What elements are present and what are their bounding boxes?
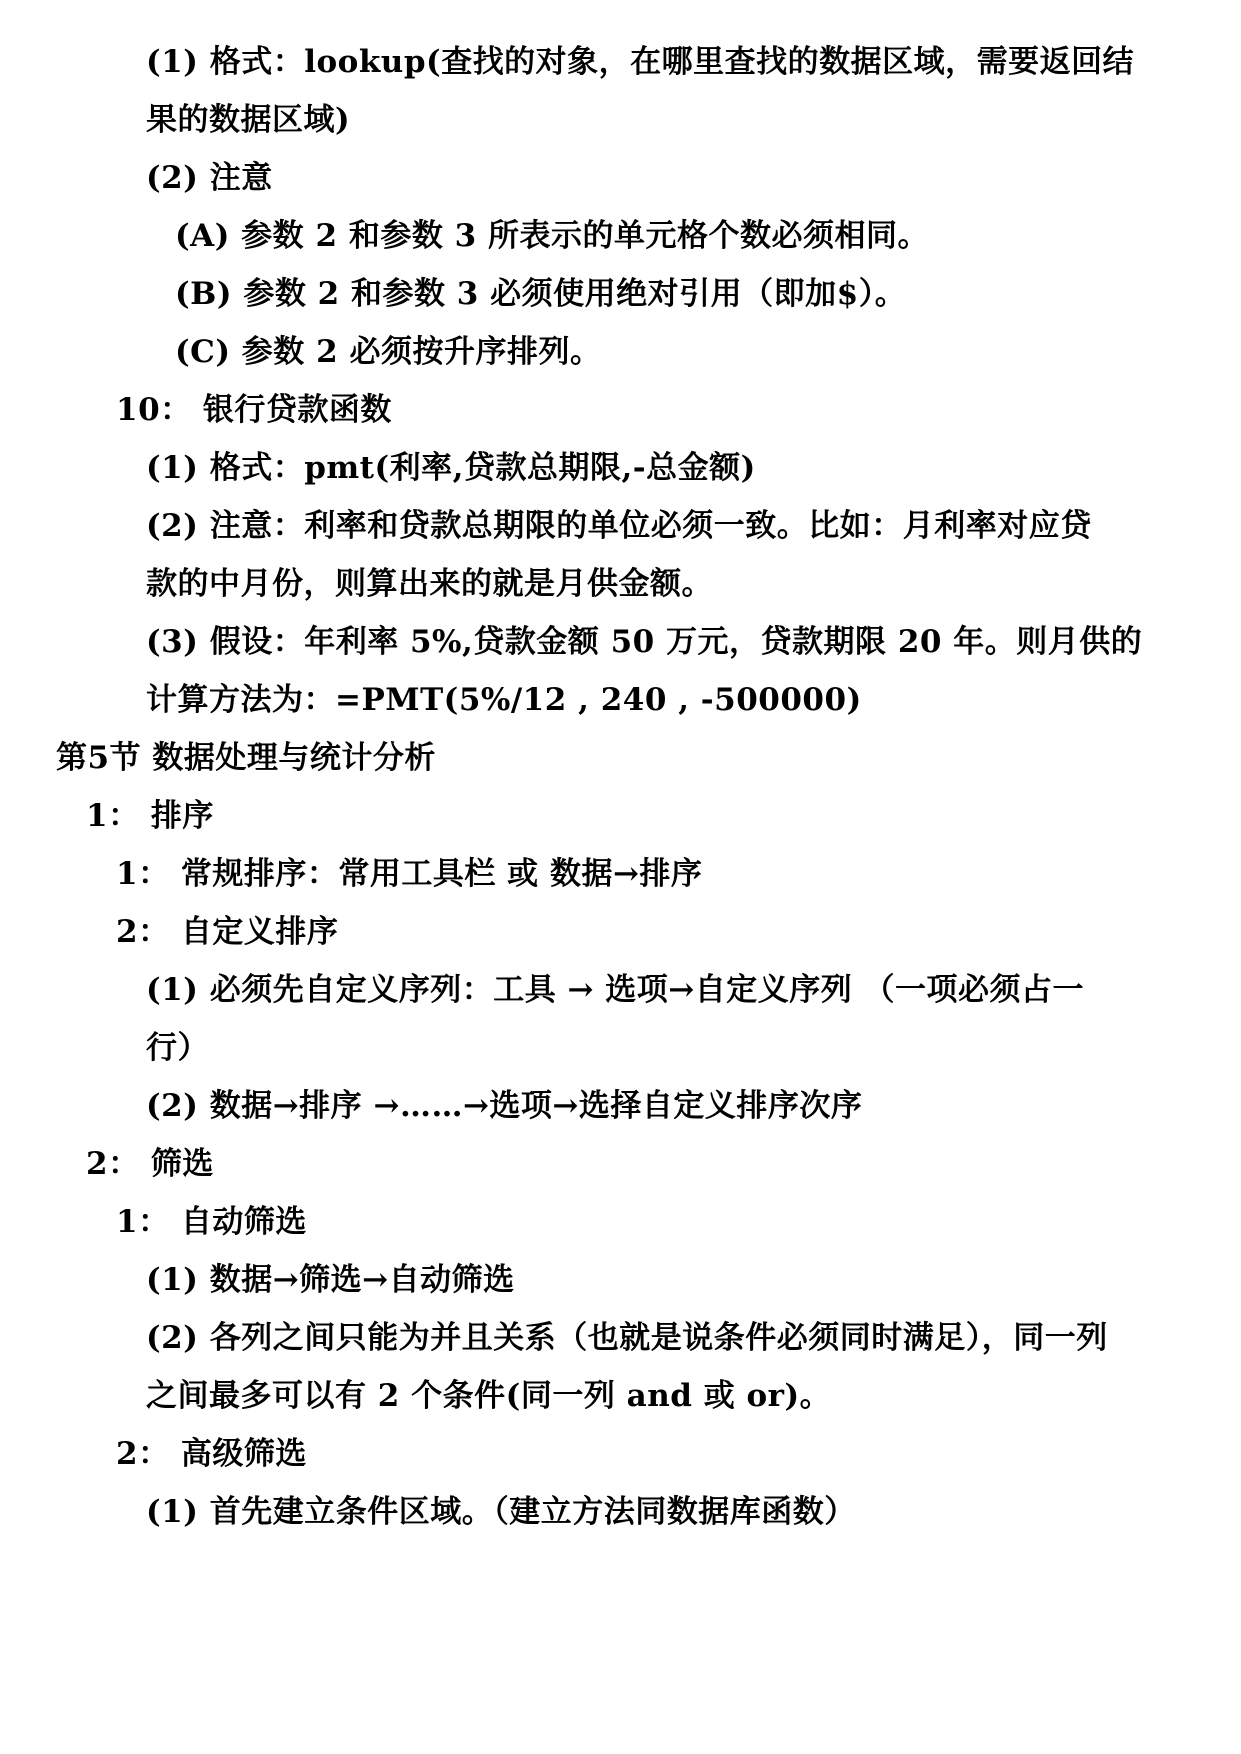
- chapter-heading: 第5节 数据处理与统计分析: [56, 740, 436, 776]
- subsection-heading: 2： 高级筛选: [116, 1436, 307, 1472]
- text-line: (2) 注意：利率和贷款总期限的单位必须一致。比如：月利率对应贷: [146, 508, 1092, 544]
- text-line: (B) 参数 2 和参数 3 必须使用绝对引用（即加$）。: [175, 276, 907, 312]
- text-line: (3) 假设：年利率 5%,贷款金额 50 万元，贷款期限 20 年。则月供的: [146, 624, 1143, 660]
- text-line: (2) 各列之间只能为并且关系（也就是说条件必须同时满足），同一列: [146, 1320, 1108, 1356]
- subsection-heading: 2： 自定义排序: [116, 914, 339, 950]
- subsection-heading: 1： 常规排序：常用工具栏 或 数据→排序: [116, 856, 703, 892]
- text-line: 行）: [146, 1030, 209, 1066]
- text-line: 款的中月份，则算出来的就是月供金额。: [146, 566, 713, 602]
- section-heading: 10： 银行贷款函数: [116, 392, 392, 428]
- text-line: (2) 注意: [146, 160, 273, 196]
- text-line: (A) 参数 2 和参数 3 所表示的单元格个数必须相同。: [175, 218, 929, 254]
- subsection-heading: 1： 自动筛选: [116, 1204, 307, 1240]
- text-line: 计算方法为：=PMT(5%/12 , 240 , -500000): [146, 682, 862, 718]
- text-line: (1) 必须先自定义序列：工具 → 选项→自定义序列 （一项必须占一: [146, 972, 1085, 1008]
- text-line: 果的数据区域): [146, 102, 351, 138]
- section-heading: 2： 筛选: [86, 1146, 214, 1182]
- text-line: 之间最多可以有 2 个条件(同一列 and 或 or)。: [146, 1378, 832, 1414]
- text-line: (1) 数据→筛选→自动筛选: [146, 1262, 515, 1298]
- text-line: (1) 格式：lookup(查找的对象，在哪里查找的数据区域，需要返回结: [146, 44, 1135, 80]
- text-line: (C) 参数 2 必须按升序排列。: [175, 334, 602, 370]
- text-line: (2) 数据→排序 →……→选项→选择自定义排序次序: [146, 1088, 863, 1124]
- text-line: (1) 格式：pmt(利率,贷款总期限,-总金额): [146, 450, 756, 486]
- text-line: (1) 首先建立条件区域。（建立方法同数据库函数）: [146, 1494, 856, 1530]
- section-heading: 1： 排序: [86, 798, 214, 834]
